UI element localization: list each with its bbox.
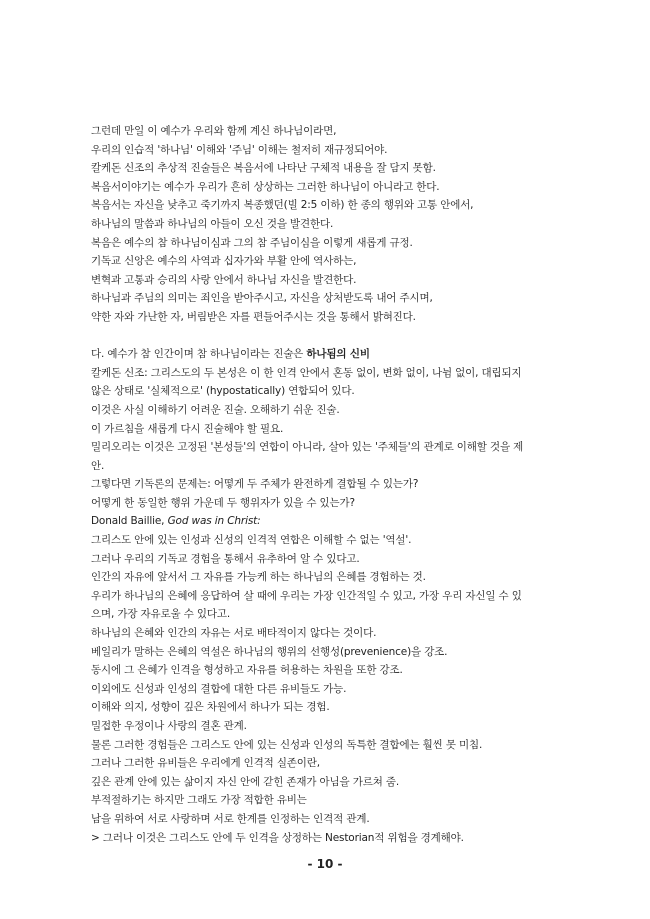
text-line: 동시에 그 은혜가 인격을 형성하고 자유를 허용하는 차원을 또한 강조. [91, 664, 403, 677]
text-line: 복음서이야기는 예수가 우리가 흔히 상상하는 그러한 하나님이 아니라고 한다. [91, 180, 440, 193]
text-line: 인간의 자유에 앞서서 그 자유를 가능케 하는 하나님의 은혜를 경험하는 것. [91, 571, 426, 584]
text-line: 그리스도 안에 있는 인성과 신성의 인격적 연합은 이해할 수 없는 '역설'. [91, 534, 412, 547]
text-line: 물론 그러한 경험들은 그리스도 안에 있는 신성과 인성의 독특한 결합에는 훨씬 못 미침. [91, 738, 483, 751]
text-line: 칼케돈 신조의 추상적 진술들은 복음서에 나타난 구체적 내용을 잘 담지 못함. [91, 162, 436, 175]
citation-author: Donald Baillie, [91, 515, 168, 528]
text-line: 변혁과 고통과 승리의 사랑 안에서 하나님 자신을 발견한다. [91, 273, 357, 286]
text-line: 안. [91, 459, 105, 472]
text-line: 그러나 우리의 기독교 경험을 통해서 유추하여 알 수 있다고. [91, 552, 360, 565]
citation-title: God was in Christ: [167, 515, 261, 528]
paragraph-gap [91, 327, 571, 346]
citation-line [91, 512, 571, 531]
text-line: 남을 위하여 서로 사랑하며 서로 한계를 인정하는 인격적 관계. [91, 812, 370, 825]
page-body [91, 122, 571, 847]
text-line: 칼케돈 신조: 그리스도의 두 본성은 이 한 인격 안에서 혼동 없이, 변화 없이, 나뉨 없이, 대립되지 [91, 366, 522, 379]
paragraph-block-3 [91, 531, 571, 847]
text-line: > 그러나 이것은 그리스도 안에 두 인격을 상정하는 Nestorian적 위험을 경계해야. [91, 831, 464, 844]
text-line: 이것은 사실 이해하기 어려운 진술. 오해하기 쉬운 진술. [91, 403, 340, 416]
text-line: 약한 자와 가난한 자, 버림받은 자를 편들어주시는 것을 통해서 밝혀진다. [91, 310, 416, 323]
text-line: 으며, 가장 자유로울 수 있다고. [91, 608, 231, 621]
text-line: 밀접한 우정이나 사랑의 결혼 관계. [91, 720, 247, 732]
text-line: 우리가 하나님의 은혜에 응답하여 살 때에 우리는 가장 인간적일 수 있고, 가장 우리 자신일 수 있 [91, 589, 522, 602]
page-number: - 10 - [307, 857, 343, 871]
section-heading-text: 다. 예수가 참 인간이며 참 하나님이라는 진술은 [91, 348, 307, 361]
text-line: 하나님의 말씀과 하나님의 아들이 오신 것을 발견한다. [91, 217, 334, 230]
text-line: 그러나 그러한 유비들은 우리에게 인격적 실존이란, [91, 757, 320, 770]
text-line: 부적절하기는 하지만 그래도 가장 적합한 유비는 [91, 794, 307, 807]
paragraph-block-2 [91, 364, 571, 513]
text-line: 그렇다면 기독론의 문제는: 어떻게 두 주체가 완전하게 결합될 수 있는가? [91, 478, 419, 491]
text-line: 어떻게 한 동일한 행위 가운데 두 행위자가 있을 수 있는가? [91, 496, 355, 509]
text-line: 않은 상태로 '실체적으로' (hypostatically) 연합되어 있다. [91, 385, 355, 398]
text-line: 이 가르침을 새롭게 다시 진술해야 할 필요. [91, 422, 284, 435]
text-line: 하나님의 은혜와 인간의 자유는 서로 배타적이지 않다는 것이다. [91, 627, 377, 640]
text-line: 우리의 인습적 '하나님' 이해와 '주님' 이해는 철저히 재규정되어야. [91, 143, 388, 156]
text-line: 이외에도 신성과 인성의 결합에 대한 다른 유비들도 가능. [91, 682, 347, 695]
text-line: 그런데 만일 이 예수가 우리와 함께 계신 하나님이라면, [91, 125, 337, 137]
text-line: 복음은 예수의 참 하나님이심과 그의 참 주님이심을 이렇게 새롭게 규정. [91, 236, 413, 249]
text-line: 하나님과 주님의 의미는 죄인을 받아주시고, 자신을 상처받도록 내어 주시며, [91, 292, 433, 305]
text-line: 밀리오리는 이것은 고정된 '본성들'의 연합이 아니라, 살아 있는 '주체들'의 관계로 이해할 것을 제 [91, 441, 524, 454]
paragraph-block-1 [91, 122, 571, 327]
section-heading [91, 345, 571, 364]
section-heading-emphasis: 하나됨의 신비 [306, 348, 370, 361]
text-line: 깊은 관계 안에 있는 삶이지 자신 안에 갇힌 존재가 아님을 가르쳐 줌. [91, 775, 400, 788]
text-line: 기독교 신앙은 예수의 사역과 십자가와 부활 안에 역사하는, [91, 255, 357, 268]
text-line: 복음서는 자신을 낮추고 죽기까지 복종했던(빌 2:5 이하) 한 종의 행위와 고통 안에서, [91, 199, 474, 212]
text-line: 베일리가 말하는 은혜의 역설은 하나님의 행위의 선행성(prevenience)을 강조. [91, 645, 448, 658]
text-line: 이해와 의지, 성향이 깊은 차원에서 하나가 되는 경험. [91, 701, 330, 714]
